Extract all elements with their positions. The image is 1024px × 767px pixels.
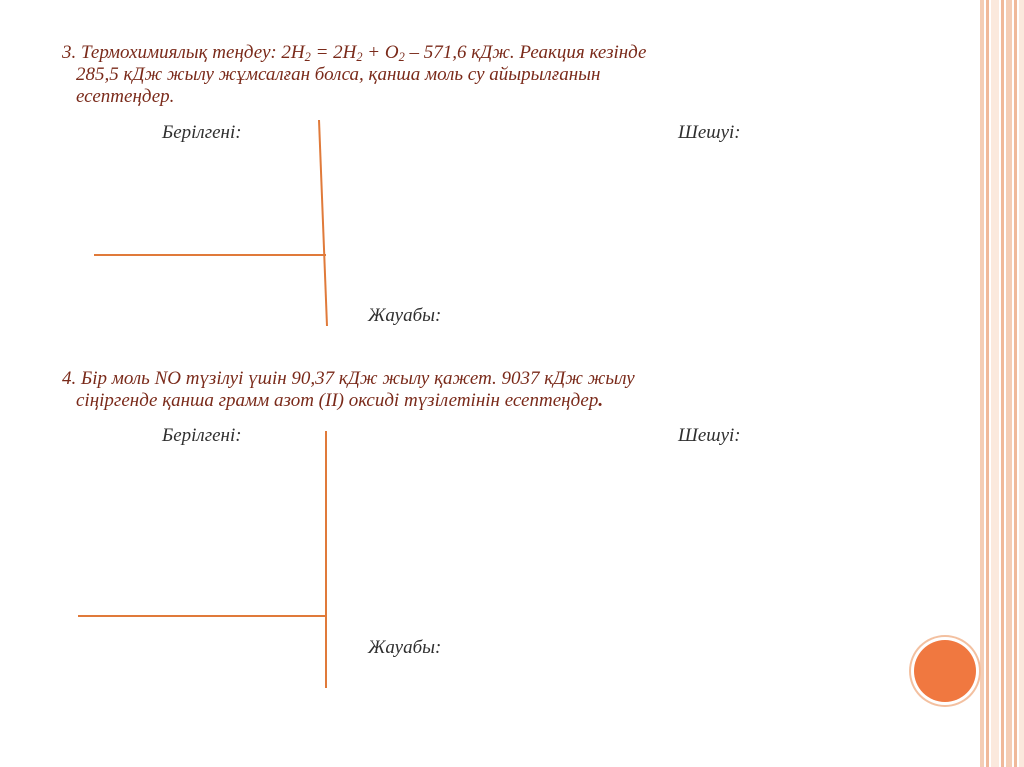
- task3-line2: 285,5 кДж жылу жұмсалған болса, қанша моль су айырылғанын: [76, 64, 601, 85]
- task4-line1: 4. Бір моль NO түзілуі үшін 90,37 кДж жылу қажет. 9037 кДж жылу: [62, 368, 635, 389]
- task4-solution-label: Шешуі:: [678, 425, 741, 446]
- task4-given-label: Берілгені:: [162, 425, 242, 446]
- task3-given-label: Берілгені:: [162, 122, 242, 143]
- task3-line3: есептеңдер.: [76, 86, 175, 107]
- task3-answer-label: Жауабы:: [368, 305, 442, 326]
- task4-statement: [62, 368, 842, 412]
- task3-sub3: 2: [398, 50, 405, 65]
- task3-suffix: – 571,6 кДж. Реакция кезінде: [404, 42, 647, 63]
- task4-answer-label: Жауабы:: [368, 637, 442, 658]
- task3-sub1: 2: [304, 50, 311, 65]
- task4-dot: .: [598, 390, 604, 411]
- task3-mid1: = 2H: [310, 42, 357, 63]
- task3-mid2: + O: [362, 42, 399, 63]
- task3-solution-label: Шешуі:: [678, 122, 741, 143]
- task3-sub2: 2: [356, 50, 363, 65]
- task3-prefix: 3. Термохимиялық теңдеу: 2H: [62, 42, 305, 63]
- task4-line2: сіңіргенде қанша грамм азот (ІІ) оксиді түзілетінін есептеңдер: [76, 390, 599, 411]
